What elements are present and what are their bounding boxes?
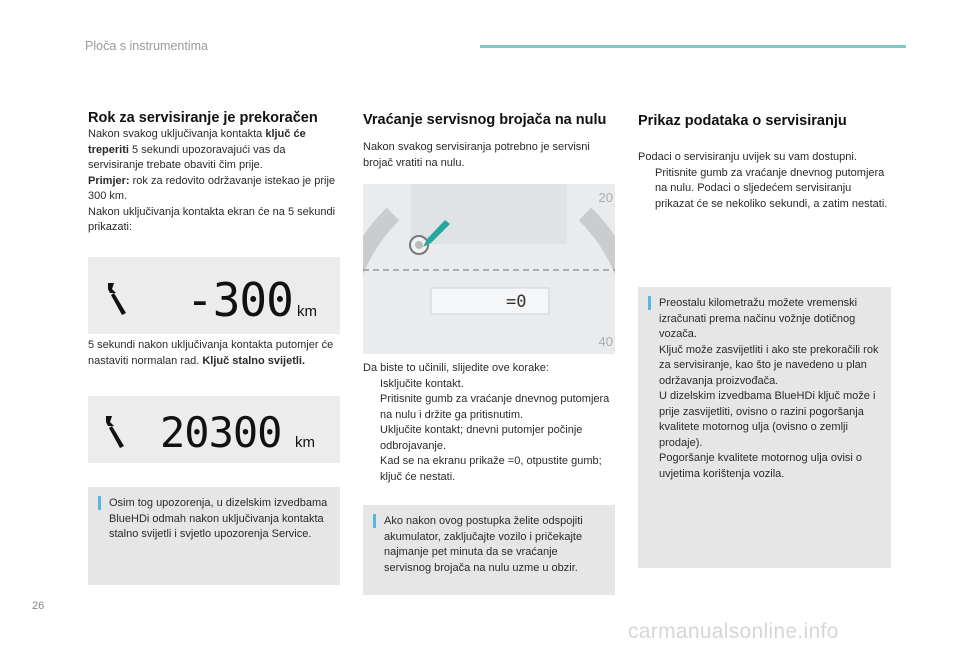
paragraph-steps-intro: Da biste to učinili, slijedite ove korake: <box>363 362 549 374</box>
odometer-normal-value: 20300 <box>160 408 282 457</box>
dial-readout: =0 <box>506 292 527 312</box>
wrench-icon <box>100 277 134 317</box>
odometer-overdue-value: -300 <box>186 273 293 327</box>
watermark-text: carmanualsonline.info <box>628 620 839 643</box>
paragraph-example: Primjer: rok za redovito održavanje istekao je prije 300 km. <box>88 174 336 202</box>
note-battery: Ako nakon ovog postupka želite odspojiti akumulator, zaključajte vozilo i pričekajte najmanje pet minuta da se vraćanje servisnog brojača na nulu uzme u obzir. <box>363 505 615 595</box>
dial-graphic <box>363 184 615 354</box>
list-item: Kad se na ekranu prikaže =0, otpustite gumb; ključ će nestati. <box>363 454 615 485</box>
column-reset-steps <box>363 361 615 485</box>
list-item: Pritisnite gumb za vraćanje dnevnog putomjera na nulu i držite ga pritisnutim. <box>363 392 615 423</box>
header-accent-bar <box>480 45 906 48</box>
display-normal <box>88 396 340 463</box>
note-remaining-mileage: Preostalu kilometražu možete vremenski izračunati prema načinu vožnje dotičnog vozača. Ključ može zasvijetliti i ako ste prekoračili rok za servisiranje, kao što je navedeno u plan održavanja proizvođača. U dizelskim izvedbama BlueHDi ključ može i prije zasvijetliti, ovisno o razini pogoršanja kvalitete motornog ulja (ovisno o zemlji prodaje). Pogoršanje kvalitete motornog ulja ovisi o uvjetima korištenja vozila. <box>638 287 891 568</box>
list-item: Uključite kontakt; dnevni putomjer počinje odbrojavanje. <box>363 423 615 454</box>
note-bluehdi: Osim tog upozorenja, u dizelskim izvedbama BlueHDi odmah nakon uključivanja kontakta stalno svijetli i svjetlo upozorenja Service. <box>88 487 340 585</box>
note-marker <box>373 514 376 528</box>
checkbox-bullet-icon <box>363 423 380 454</box>
instrument-dial-illustration <box>363 184 615 354</box>
dial-scale-top: 20 <box>598 190 613 205</box>
wrench-icon <box>98 410 132 450</box>
paragraph-reset-intro: Nakon svakog servisiranja potrebno je servisni brojač vratiti na nulu. <box>363 141 590 169</box>
checkbox-bullet-icon <box>363 377 380 393</box>
paragraph-service-info: Podaci o servisiranju uvijek su vam dostupni. <box>638 151 857 163</box>
paragraph-normal: 5 sekundi nakon uključivanja kontakta putomjer će nastaviti normalan rad. Ključ stalno svijetli. <box>88 339 334 367</box>
checkbox-bullet-icon <box>363 392 380 423</box>
checkbox-bullet-icon <box>363 454 380 485</box>
column-overdue <box>88 110 343 236</box>
odometer-normal-unit: km <box>295 434 315 451</box>
note-marker <box>648 296 651 310</box>
paragraph-display-intro: Nakon uključivanja kontakta ekran će na 5 sekundi prikazati: <box>88 205 336 233</box>
heading-reset: Vraćanje servisnog brojača na nulu <box>363 112 607 128</box>
list-item: Pritisnite gumb za vraćanje dnevnog putomjera na nulu. Podaci o sljedećem servisiranju prikazat će se nekoliko sekundi, a zatim nestati. <box>638 166 891 213</box>
display-overdue <box>88 257 340 334</box>
paragraph-overdue-intro: Nakon svakog uključivanja kontakta ključ će treperiti 5 sekundi upozoravajući vas da servisiranje trebate obaviti čim prije. <box>88 128 306 171</box>
column-reset <box>363 112 615 171</box>
odometer-overdue-unit: km <box>297 303 317 320</box>
dial-scale-bottom: 40 <box>598 334 613 349</box>
page-header-title: Ploča s instrumentima <box>85 39 208 53</box>
note-marker <box>98 496 101 510</box>
checkbox-bullet-icon <box>638 166 655 213</box>
list-item: Isključite kontakt. <box>363 377 615 393</box>
heading-service-info: Prikaz podataka o servisiranju <box>638 113 847 129</box>
column-service-info <box>638 113 891 212</box>
heading-overdue: Rok za servisiranje je prekoračen <box>88 110 318 126</box>
page-number: 26 <box>32 600 45 612</box>
